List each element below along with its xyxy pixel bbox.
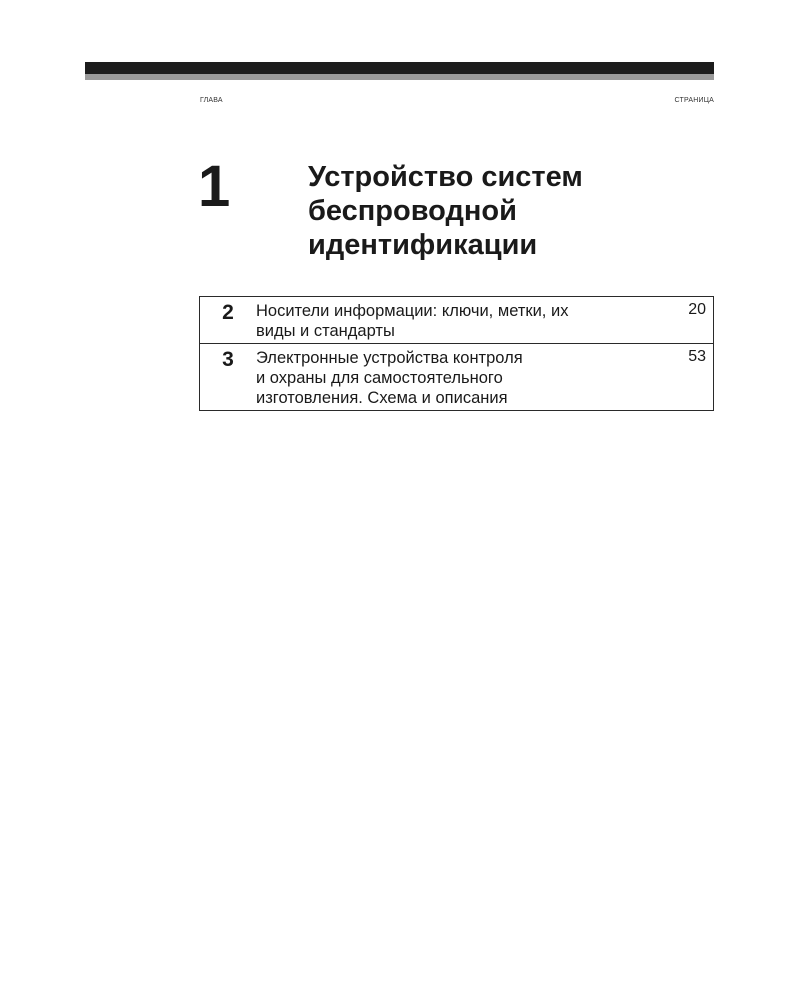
chapter-number: 1 bbox=[198, 154, 231, 219]
toc-page-number: 20 bbox=[688, 301, 706, 318]
toc-chapter-title: Электронные устройства контроля и охраны для самостоятельного изготовления. Схема и описания bbox=[256, 349, 523, 407]
toc-chapter-number: 3 bbox=[222, 348, 234, 371]
header-rule-dark bbox=[85, 62, 714, 74]
toc-chapter-number: 2 bbox=[222, 301, 234, 324]
column-label-chapter: ГЛАВА bbox=[200, 97, 223, 104]
chapter-title: Устройство систем беспроводной идентификации bbox=[308, 161, 583, 261]
toc-row[interactable] bbox=[200, 343, 713, 410]
toc-row[interactable] bbox=[200, 297, 713, 343]
toc-chapter-title: Носители информации: ключи, метки, их виды и стандарты bbox=[256, 302, 569, 340]
toc-page-number: 53 bbox=[688, 348, 706, 365]
toc-table bbox=[199, 296, 714, 411]
column-label-page: СТРАНИЦА bbox=[674, 97, 714, 104]
header-rule-gray bbox=[85, 74, 714, 80]
